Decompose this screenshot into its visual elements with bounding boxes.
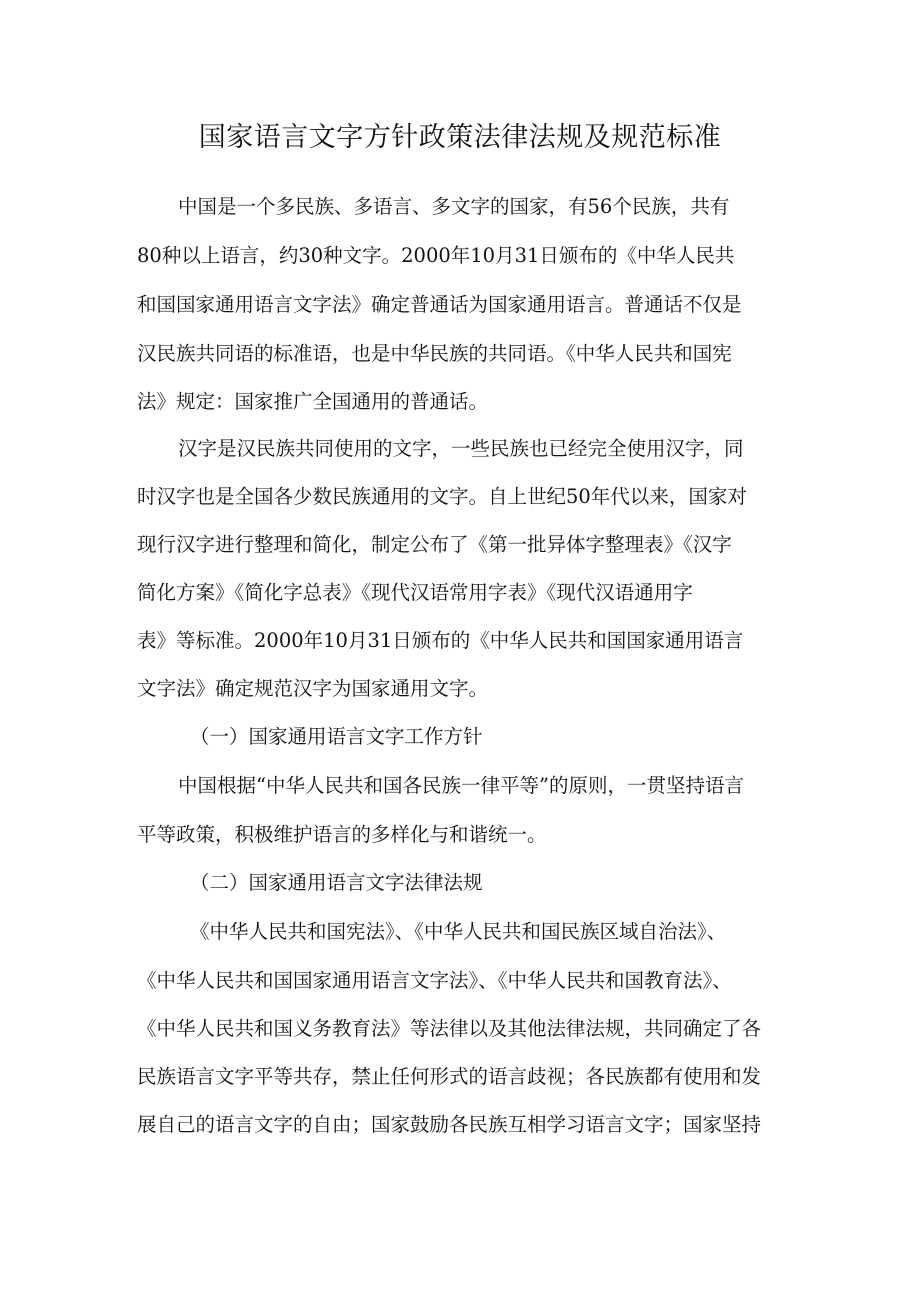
- paragraph-2-line-2: 时汉字也是全国各少数民族通用的文字。自上世纪50年代以来，国家对: [137, 485, 747, 508]
- paragraph-2-line-5: 表》等标准。2000年10月31日颁布的《中华人民共和国国家通用语言: [137, 629, 744, 652]
- paragraph-4-line-2: 《中华人民共和国国家通用语言文字法》、《中华人民共和国教育法》、: [137, 969, 732, 992]
- paragraph-4-line-3: 《中华人民共和国义务教育法》等法律以及其他法律法规，共同确定了各: [137, 1017, 762, 1040]
- paragraph-2-line-4: 简化方案》《简化字总表》《现代汉语常用字表》《现代汉语通用字: [137, 581, 693, 604]
- paragraph-4-line-5: 展自己的语言文字的自由；国家鼓励各民族互相学习语言文字；国家坚持: [137, 1113, 762, 1136]
- paragraph-4-line-1: 《中华人民共和国宪法》、《中华人民共和国民族区域自治法》、: [190, 920, 727, 943]
- paragraph-3-line-2: 平等政策，积极维护语言的多样化与和谐统一。: [137, 823, 547, 846]
- paragraph-2-line-1: 汉字是汉民族共同使用的文字，一些民族也已经完全使用汉字，同: [178, 437, 744, 460]
- document-title: 国家语言文字方针政策法律法规及规范标准: [198, 122, 722, 153]
- paragraph-1-line-2: 80种以上语言，约30种文字。2000年10月31日颁布的《中华人民共: [137, 244, 735, 267]
- paragraph-2-line-3: 现行汉字进行整理和简化，制定公布了《第一批异体字整理表》《汉字: [137, 533, 732, 556]
- paragraph-1-line-1: 中国是一个多民族、多语言、多文字的国家，有56个民族，共有: [178, 195, 730, 218]
- paragraph-3-line-1: 中国根据“中华人民共和国各民族一律平等”的原则，一贯坚持语言: [178, 774, 744, 797]
- paragraph-1-line-4: 汉民族共同语的标准语，也是中华民族的共同语。《中华人民共和国宪: [137, 342, 732, 365]
- paragraph-1-line-3: 和国国家通用语言文字法》确定普通话为国家通用语言。普通话不仅是: [137, 293, 742, 316]
- section-heading-2: （二）国家通用语言文字法律法规: [190, 871, 483, 894]
- section-heading-1: （一）国家通用语言文字工作方针: [190, 725, 483, 748]
- paragraph-4-line-4: 民族语言文字平等共存，禁止任何形式的语言歧视；各民族都有使用和发: [137, 1065, 762, 1088]
- paragraph-1-line-5: 法》规定：国家推广全国通用的普通话。: [137, 390, 489, 413]
- paragraph-2-line-6: 文字法》确定规范汉字为国家通用文字。: [137, 677, 489, 700]
